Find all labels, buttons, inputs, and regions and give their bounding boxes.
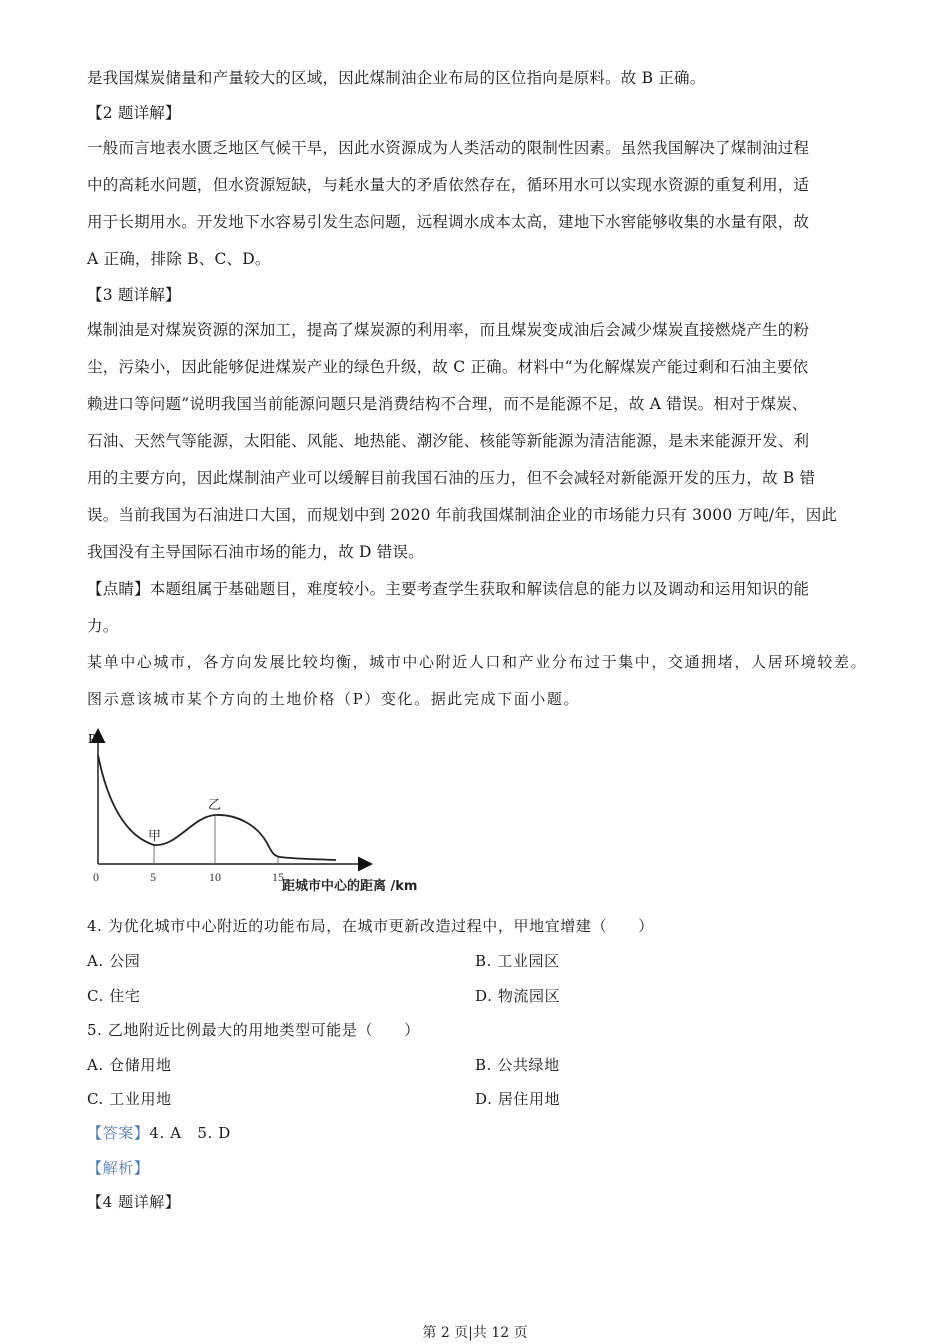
answer-line	[87, 1123, 231, 1143]
y-axis-label: P	[88, 732, 96, 747]
paragraph-line: 石油、天然气等能源，太阳能、风能、地热能、潮汐能、核能等新能源为清洁能源，是未来能源开发、利	[87, 432, 810, 450]
answer-option: D. 居住用地	[475, 1090, 561, 1108]
answer-option: B. 公共绿地	[475, 1056, 560, 1074]
x-tick-10: 10	[209, 870, 221, 884]
paragraph-line: A 正确，排除 B、C、D。	[87, 250, 271, 268]
answer-option: C. 住宅	[87, 987, 141, 1005]
x-axis-label: 距城市中心的距离 /km	[282, 879, 418, 894]
detail-4-heading: 【4 题详解】	[87, 1193, 181, 1211]
paragraph-line: 【3 题详解】	[87, 286, 181, 304]
x-tick-0: 0	[93, 870, 99, 884]
intro-line: 某单中心城市，各方向发展比较均衡，城市中心附近人口和产业分布过于集中，交通拥堵，人居环境较差。	[87, 653, 868, 671]
answer-label: 【答案】	[87, 1124, 150, 1142]
answer-option: D. 物流园区	[475, 987, 561, 1005]
answer-option: C. 工业用地	[87, 1090, 172, 1108]
paragraph-line: 用于长期用水。开发地下水容易引发生态问题，远程调水成本太高，建地下水窖能够收集的水量有限，故	[87, 213, 810, 231]
paragraph-line: 误。当前我国为石油进口大国，而规划中到 2020 年前我国煤制油企业的市场能力只有 3000 万吨/年，因此	[87, 506, 838, 524]
jia-label: 甲	[148, 829, 162, 844]
paragraph-line: 是我国煤炭储量和产量较大的区域，因此煤制油企业布局的区位指向是原料。故 B 正确。	[87, 69, 706, 87]
paragraph-line: 力。	[87, 617, 119, 635]
question-stem: 5. 乙地附近比例最大的用地类型可能是（ ）	[87, 1021, 420, 1039]
analysis-label: 【解析】	[87, 1159, 150, 1177]
paragraph-line: 尘，污染小，因此能够促进煤炭产业的绿色升级，故 C 正确。材料中“为化解煤炭产能过剩和石油主要依	[87, 358, 809, 376]
question-stem: 4. 为优化城市中心附近的功能布局，在城市更新改造过程中，甲地宜增建（ ）	[87, 917, 654, 935]
yi-label: 乙	[208, 798, 222, 813]
paragraph-line: 煤制油是对煤炭资源的深加工，提高了煤炭源的利用率，而且煤炭变成油后会减少煤炭直接燃烧产生的粉	[87, 321, 810, 339]
paragraph-line: 【2 题详解】	[87, 104, 181, 122]
answer-option: A. 公园	[87, 952, 141, 970]
land-price-chart	[82, 725, 462, 895]
intro-line: 图示意该城市某个方向的土地价格（P）变化。据此完成下面小题。	[87, 690, 581, 708]
paragraph-line: 赖进口等问题”说明我国当前能源问题只是消费结构不合理，而不是能源不足，故 A 错误。相对于煤炭、	[87, 395, 808, 413]
answer-option: B. 工业园区	[475, 952, 560, 970]
x-tick-15: 15	[272, 870, 284, 884]
answer-value: 4. A 5. D	[149, 1124, 231, 1142]
paragraph-line: 【点睛】本题组属于基础题目，难度较小。主要考查学生获取和解读信息的能力以及调动和运用知识的能	[87, 580, 810, 598]
paragraph-line: 用的主要方向，因此煤制油产业可以缓解目前我国石油的压力，但不会减轻对新能源开发的压力，故 B 错	[87, 469, 816, 487]
paragraph-line: 中的高耗水问题，但水资源短缺，与耗水量大的矛盾依然存在，循环用水可以实现水资源的重复利用，适	[87, 176, 810, 194]
paragraph-line: 我国没有主导国际石油市场的能力，故 D 错误。	[87, 543, 424, 561]
paragraph-line: 一般而言地表水匮乏地区气候干旱，因此水资源成为人类活动的限制性因素。虽然我国解决了煤制油过程	[87, 139, 810, 157]
x-tick-5: 5	[150, 870, 156, 884]
page-footer: 第 2 页|共 12 页	[422, 1325, 528, 1341]
answer-option: A. 仓储用地	[87, 1056, 172, 1074]
